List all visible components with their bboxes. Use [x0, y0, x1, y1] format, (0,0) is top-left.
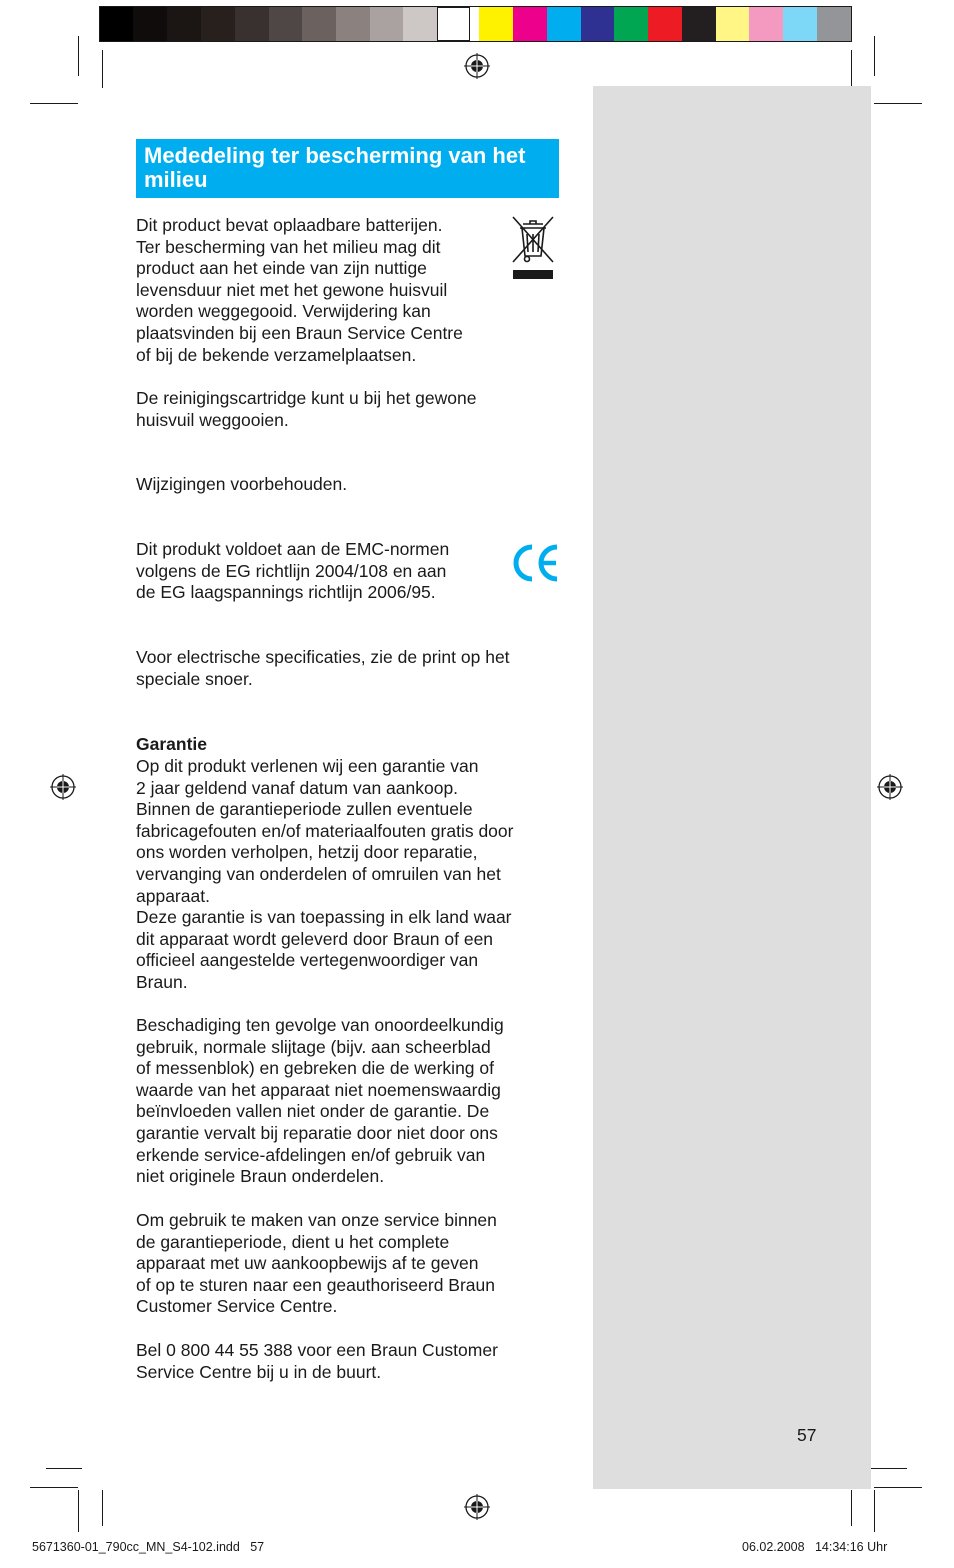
registration-target-icon — [877, 774, 903, 800]
crop-mark — [102, 1490, 103, 1526]
electrical-specs-text: Voor electrische specificaties, zie de print op het speciale snoer. — [136, 647, 510, 689]
crop-mark — [874, 1487, 922, 1488]
crop-mark — [102, 50, 103, 88]
battery-disposal-text: Dit product bevat oplaadbare batterijen. Ter bescherming van het milieu mag dit product aan het einde van zijn nuttige levensduur niet met het gewone huisvuil worden weggegooid. Verwijdering kan plaatsvinden bij een Braun Service Centre of bij de bekende verzamelplaatsen. — [136, 215, 463, 365]
color-swatch — [370, 7, 403, 41]
warranty-text: Op dit produkt verlenen wij een garantie van 2 jaar geldend vanaf datum van aankoop. Binnen de garantieperiode zullen eventuele fabricagefouten en/of materiaalfouten gratis door ons worden verholpen, hetzij door reparatie, vervanging van onderdelen of omruilen van het apparaat. Deze garantie is van toepassing in elk land waar dit apparaat wordt geleverd door Braun of een officieel aangestelde vertegenwoordiger van Braun. — [136, 756, 514, 992]
color-swatch — [749, 7, 783, 41]
crop-mark — [851, 1490, 852, 1526]
page-number: 57 — [797, 1425, 817, 1445]
color-swatch — [167, 7, 201, 41]
color-swatch — [437, 7, 470, 41]
color-swatch — [403, 7, 437, 41]
color-swatch — [581, 7, 614, 41]
color-swatch — [513, 7, 547, 41]
color-swatch — [682, 7, 716, 41]
footer-timestamp: 06.02.2008 14:34:16 Uhr — [742, 1540, 888, 1554]
crop-mark — [30, 103, 78, 104]
color-swatch — [133, 7, 167, 41]
color-swatch — [716, 7, 749, 41]
registration-target-icon — [50, 774, 76, 800]
crop-mark — [874, 1490, 875, 1532]
crop-mark — [30, 1487, 78, 1488]
color-swatch — [479, 7, 513, 41]
color-swatch — [100, 7, 133, 41]
garantie-heading: Garantie — [136, 734, 207, 754]
crop-mark — [78, 36, 79, 76]
color-swatch — [336, 7, 370, 41]
crop-mark — [46, 1468, 82, 1469]
section-title: Mededeling ter bescherming van het milieu — [136, 139, 559, 198]
color-calibration-bar — [100, 7, 851, 41]
crossed-out-wheelie-bin-icon — [510, 214, 556, 284]
color-swatch — [547, 7, 581, 41]
crop-mark — [851, 50, 852, 88]
color-swatch — [817, 7, 851, 41]
registration-target-icon — [464, 1494, 490, 1520]
customer-service-phone-text: Bel 0 800 44 55 388 voor een Braun Customer Service Centre bij u in de buurt. — [136, 1340, 498, 1382]
changes-reserved-text: Wijzigingen voorbehouden. — [136, 474, 348, 494]
crop-mark — [874, 103, 922, 104]
color-swatch — [201, 7, 235, 41]
color-swatch — [302, 7, 336, 41]
color-swatch — [783, 7, 817, 41]
registration-target-icon — [464, 53, 490, 79]
color-swatch — [648, 7, 682, 41]
crop-mark — [874, 36, 875, 76]
cartridge-disposal-text: De reinigingscartridge kunt u bij het gewone huisvuil weggooien. — [136, 388, 477, 430]
color-swatch — [269, 7, 302, 41]
footer-file-info: 5671360-01_790cc_MN_S4-102.indd 57 — [32, 1540, 265, 1554]
emc-compliance-text: Dit produkt voldoet aan de EMC-normen volgens de EG richtlijn 2004/108 en aan de EG laagspannings richtlijn 2006/95. — [136, 539, 450, 603]
color-swatch — [235, 7, 269, 41]
crop-mark — [871, 1468, 907, 1469]
ce-mark-icon — [510, 541, 560, 585]
crop-mark — [78, 1490, 79, 1532]
margin-panel — [593, 86, 871, 1489]
color-swatch — [614, 7, 648, 41]
warranty-service-text: Om gebruik te maken van onze service binnen de garantieperiode, dient u het complete apparaat met uw aankoopbewijs af te geven of op te sturen naar een geauthoriseerd Braun Customer Service Centre. — [136, 1210, 497, 1317]
warranty-exclusions-text: Beschadiging ten gevolge van onoordeelkundig gebruik, normale slijtage (bijv. aan scheerblad of messenblok) en gebreken die de werking of waarde van het apparaat niet noemenswaardig beïnvloeden vallen niet onder de garantie. De garantie vervalt bij reparatie door niet door ons erkende service-afdelingen en/of gebruik van niet originele Braun onderdelen. — [136, 1015, 504, 1187]
